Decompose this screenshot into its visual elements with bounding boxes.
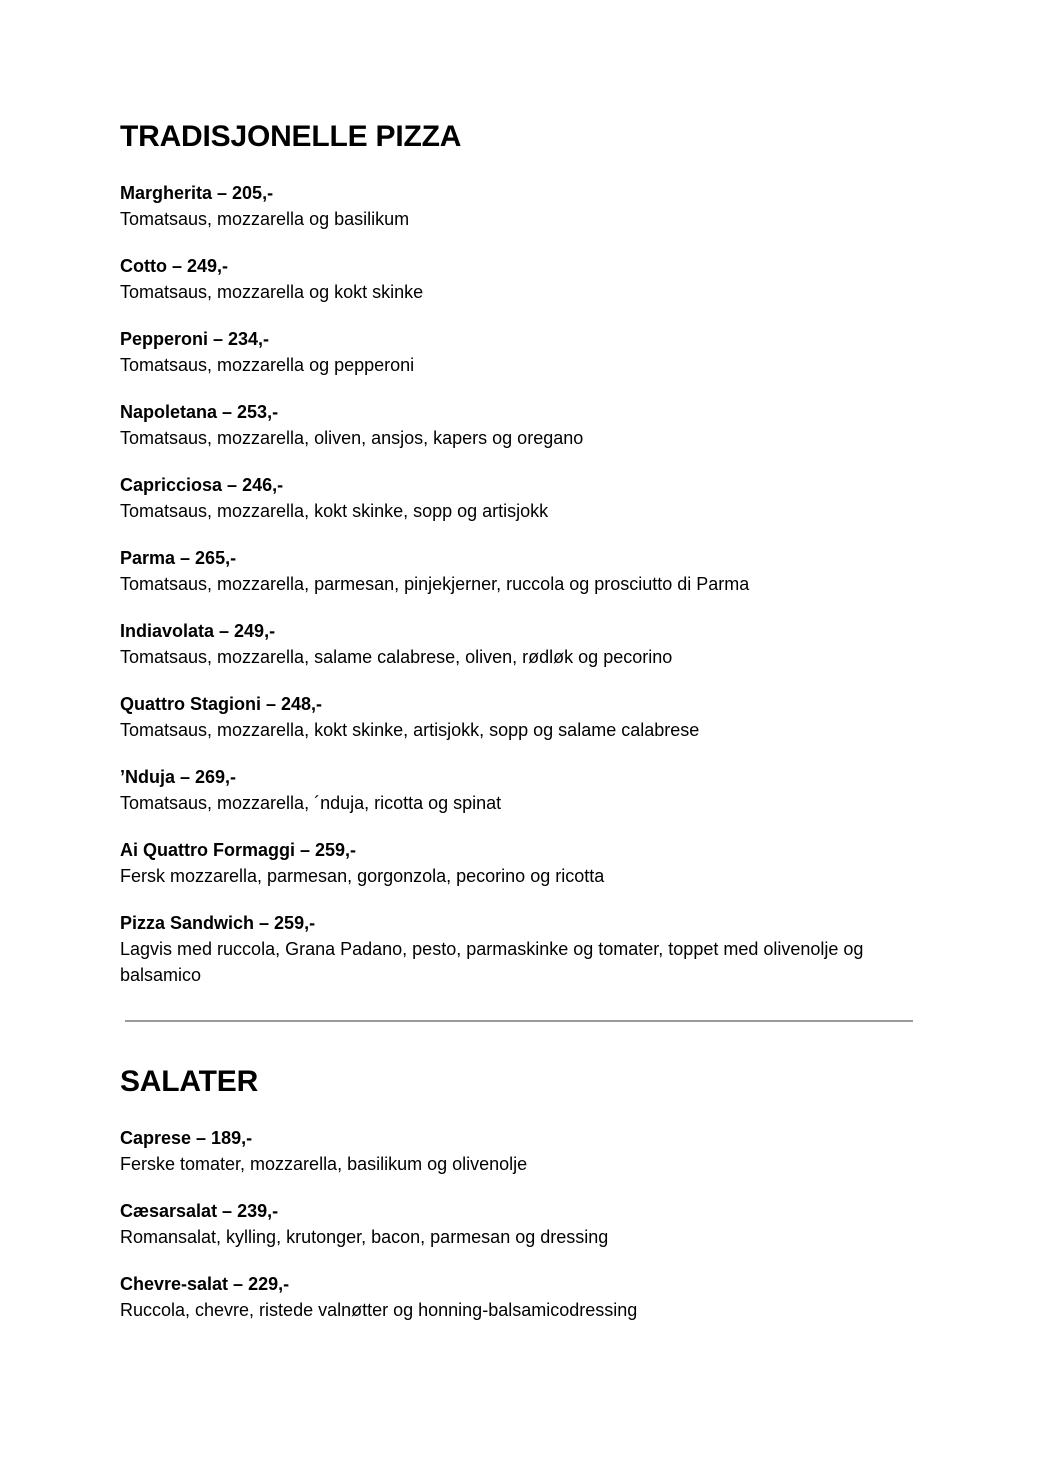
- item-description: Tomatsaus, mozzarella, parmesan, pinjekjerner, ruccola og prosciutto di Parma: [120, 574, 750, 594]
- item-description: Tomatsaus, mozzarella og basilikum: [120, 209, 410, 229]
- menu-item: [120, 326, 920, 378]
- menu-item: [120, 545, 920, 597]
- item-description: Tomatsaus, mozzarella, ´nduja, ricotta og spinat: [120, 793, 502, 813]
- item-description: Romansalat, kylling, krutonger, bacon, parmesan og dressing: [120, 1227, 609, 1247]
- item-name: Cotto – 249,-: [120, 256, 229, 276]
- item-name: ’Nduja – 269,-: [120, 767, 237, 787]
- item-description: Tomatsaus, mozzarella, kokt skinke, artisjokk, sopp og salame calabrese: [120, 720, 700, 740]
- menu-item: [120, 1198, 920, 1250]
- item-name: Ai Quattro Formaggi – 259,-: [120, 840, 357, 860]
- item-name: Napoletana – 253,-: [120, 402, 279, 422]
- item-description: Ferske tomater, mozzarella, basilikum og olivenolje: [120, 1154, 528, 1174]
- item-description: Tomatsaus, mozzarella, kokt skinke, sopp og artisjokk: [120, 501, 549, 521]
- item-description: Tomatsaus, mozzarella, oliven, ansjos, kapers og oregano: [120, 428, 584, 448]
- menu-item: [120, 1271, 920, 1323]
- item-name: Cæsarsalat – 239,-: [120, 1201, 279, 1221]
- section-title-pizza: TRADISJONELLE PIZZA: [120, 120, 462, 153]
- menu-item: [120, 253, 920, 305]
- menu-item: [120, 618, 920, 670]
- item-name: Caprese – 189,-: [120, 1128, 253, 1148]
- pizza-list: [120, 180, 920, 988]
- menu-item: [120, 1125, 920, 1177]
- menu-item: [120, 691, 920, 743]
- item-name: Margherita – 205,-: [120, 183, 274, 203]
- section-divider: [125, 1020, 913, 1022]
- menu-item: [120, 837, 920, 889]
- menu-item: [120, 180, 920, 232]
- salater-section: [120, 1064, 920, 1344]
- item-name: Capricciosa – 246,-: [120, 475, 284, 495]
- item-description: Tomatsaus, mozzarella og pepperoni: [120, 355, 415, 375]
- menu-item: [120, 472, 920, 524]
- item-name: Indiavolata – 249,-: [120, 621, 276, 641]
- item-name: Parma – 265,-: [120, 548, 237, 568]
- item-description: Ruccola, chevre, ristede valnøtter og honning-balsamicodressing: [120, 1300, 638, 1320]
- section-title-salater: SALATER: [120, 1065, 259, 1098]
- item-description: Tomatsaus, mozzarella, salame calabrese, oliven, rødløk og pecorino: [120, 647, 673, 667]
- item-name: Quattro Stagioni – 248,-: [120, 694, 323, 714]
- salater-list: [120, 1125, 920, 1323]
- item-description: Tomatsaus, mozzarella og kokt skinke: [120, 282, 424, 302]
- pizza-section: [120, 119, 920, 1009]
- item-description: Fersk mozzarella, parmesan, gorgonzola, pecorino og ricotta: [120, 866, 605, 886]
- menu-item: [120, 764, 920, 816]
- item-name: Chevre-salat – 229,-: [120, 1274, 290, 1294]
- menu-item: [120, 399, 920, 451]
- item-description: Lagvis med ruccola, Grana Padano, pesto, parmaskinke og tomater, toppet med olivenolje og balsamico: [120, 939, 864, 985]
- item-name: Pizza Sandwich – 259,-: [120, 913, 316, 933]
- menu-item: [120, 910, 920, 988]
- item-name: Pepperoni – 234,-: [120, 329, 270, 349]
